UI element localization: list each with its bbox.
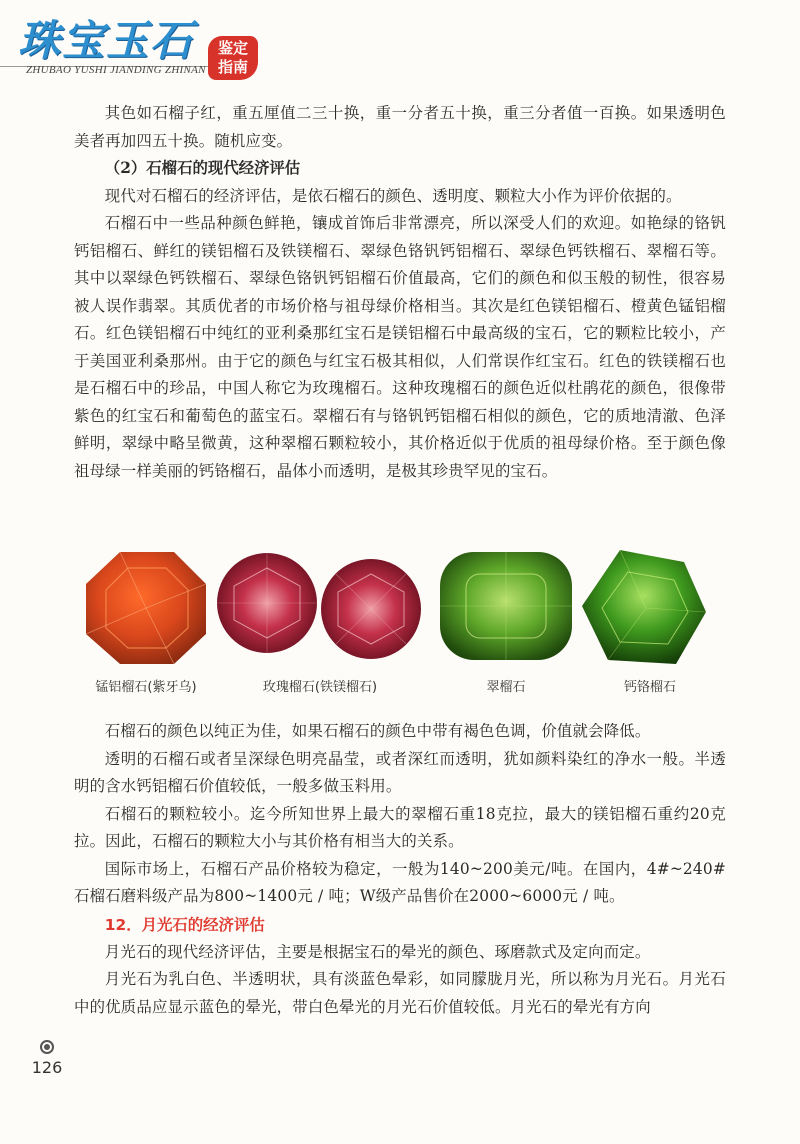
main-text-upper	[74, 100, 726, 485]
gem-figure	[74, 548, 726, 698]
caption-spessartine: 锰铝榴石(紫牙乌)	[95, 680, 197, 695]
rhodolite-gem-image-left	[214, 550, 320, 656]
brand-title: 珠宝玉石	[18, 16, 195, 65]
subheading-modern-evaluation: （2）石榴石的现代经济评估	[104, 159, 301, 177]
brand-pinyin: ZHUBAO YUSHI JIANDING ZHINAN	[26, 64, 206, 76]
page-marker-icon	[40, 1040, 54, 1054]
paragraph-color-purity: 石榴石的颜色以纯正为佳，如果石榴石的颜色中带有褐色色调，价值就会降低。	[104, 722, 651, 740]
badge-line-1: 鉴定	[217, 39, 248, 57]
heading-moonstone: 12．月光石的经济评估	[104, 915, 265, 934]
guide-badge	[208, 36, 258, 80]
caption-demantoid: 翠榴石	[486, 680, 526, 695]
paragraph-moonstone-evaluation: 月光石的现代经济评估，主要是根据宝石的晕光的颜色、琢磨款式及定向而定。	[104, 942, 651, 961]
page-header	[0, 0, 800, 90]
badge-line-2: 指南	[217, 58, 248, 76]
page-number: 126	[31, 1058, 63, 1077]
uvarovite-gem-image	[580, 548, 708, 668]
spessartine-gem-image	[82, 548, 210, 668]
page-footer	[22, 1040, 72, 1077]
paragraph-grain-size: 石榴石的颗粒较小。迄今所知世界上最大的翠榴石重18克拉，最大的镁铝榴石重约20克拉。因此，石榴石的颗粒大小与其价格有相当大的关系。	[74, 804, 726, 850]
paragraph-moonstone-description: 月光石为乳白色、半透明状，具有淡蓝色晕彩，如同朦胧月光，所以称为月光石。月光石中的优质品应显示蓝色的晕光，带白色晕光的月光石价值较低。月光石的晕光有方向	[74, 970, 726, 1016]
paragraph-intro: 其色如石榴子红，重五厘值二三十换，重一分者五十换，重三分者值一百换。如果透明色美者再加四五十换。随机应变。	[74, 104, 726, 150]
main-text-lower	[74, 718, 726, 1021]
demantoid-gem-image	[436, 548, 576, 664]
paragraph-garnet-varieties: 石榴石中一些品种颜色鲜艳，镶成首饰后非常漂亮，所以深受人们的欢迎。如艳绿的铬钒钙铝榴石、鲜红的镁铝榴石及铁镁榴石、翠绿色铬钒钙铝榴石、翠绿色钙铁榴石、翠榴石等。其中以翠绿色钙铁榴石、翠绿色铬钒钙铝榴石价值最高，它们的颜色和似玉般的韧性，很容易被人误作翡翠。其质优者的市场价格与祖母绿价格相当。其次是红色镁铝榴石、橙黄色锰铝榴石。红色镁铝榴石中纯红的亚利桑那红宝石是镁铝榴石中最高级的宝石，它的颗粒比较小，产于美国亚利桑那州。由于它的颜色与红宝石极其相似，人们常误作红宝石。红色的铁镁榴石也是石榴石中的珍品，中国人称它为玫瑰榴石。这种玫瑰榴石的颜色近似杜鹃花的颜色，很像带紫色的红宝石和葡萄色的蓝宝石。翠榴石有与铬钒钙铝榴石相似的颜色，它的质地清澈、色泽鲜明，翠绿中略呈微黄，这种翠榴石颗粒较小，其价格近似于优质的祖母绿价格。至于颜色像祖母绿一样美丽的钙铬榴石，晶体小而透明，是极其珍贵罕见的宝石。	[74, 214, 726, 480]
paragraph-evaluation-basis: 现代对石榴石的经济评估，是依石榴石的颜色、透明度、颗粒大小作为评价依据的。	[104, 186, 682, 205]
caption-uvarovite: 钙铬榴石	[623, 680, 677, 695]
rhodolite-gem-image-right	[318, 556, 424, 662]
paragraph-transparency: 透明的石榴石或者呈深绿色明亮晶莹，或者深红而透明，犹如颜料染红的净水一般。半透明的含水钙铝榴石价值较低，一般多做玉料用。	[74, 749, 726, 795]
paragraph-market-price: 国际市场上，石榴石产品价格较为稳定，一般为140~200美元/吨。在国内，4#~240#石榴石磨料级产品为800~1400元 / 吨；W级产品售价在2000~6000元 / 吨。	[74, 859, 726, 905]
caption-rhodolite: 玫瑰榴石(铁镁榴石)	[262, 680, 378, 695]
